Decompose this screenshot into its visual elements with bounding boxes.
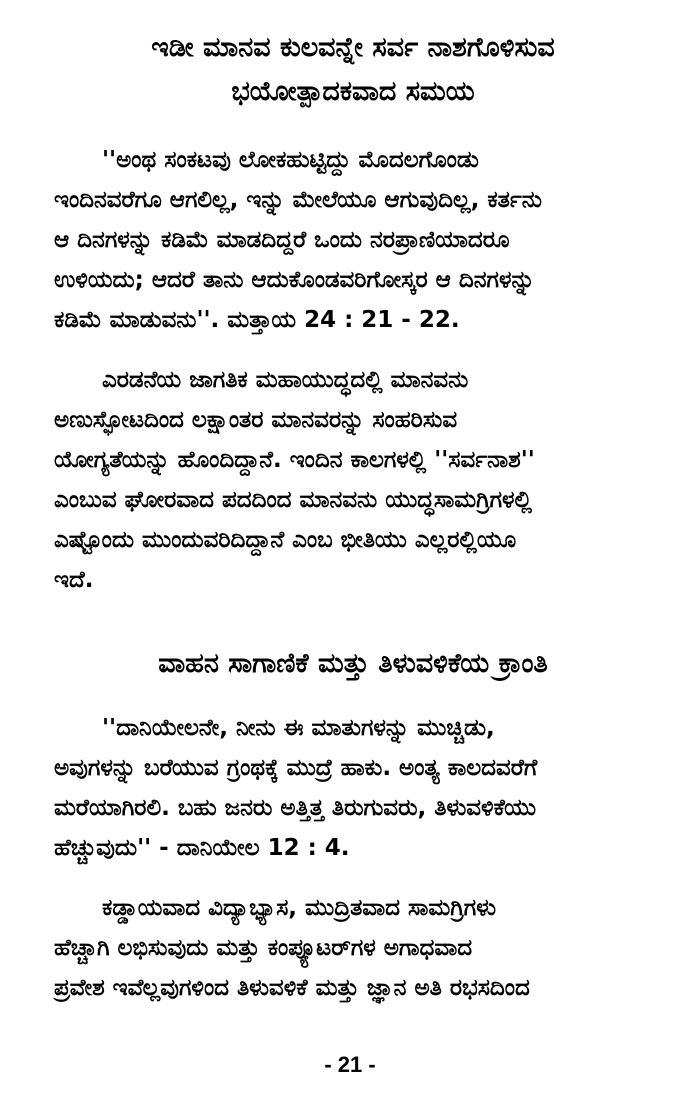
heading-line: ವಾಹನ ಸಾಗಾಣಿಕೆ ಮತ್ತು ತಿಳುವಳಿಕೆಯ ಕ್ರಾಂತಿ [158, 648, 548, 679]
text-line: ''ಅಂಥ ಸಂಕಟವು ಲೋಕಹುಟ್ಟಿದ್ದು ಮೊದಲಗೊಂಡು [102, 147, 479, 173]
page-number: - 21 - [324, 1052, 376, 1077]
text-line: ಮರೆಯಾಗಿರಲಿ. ಬಹು ಜನರು ಅತ್ತಿತ್ತ ತಿರುಗುವರು, ತಿಳುವಳಿಕೆಯು [54, 795, 537, 821]
text-line: ಅವುಗಳನ್ನು ಬರೆಯುವ ಗ್ರಂಥಕ್ಕೆ ಮುದ್ರೆ ಹಾಕು. ಅಂತ್ಯ ಕಾಲದವರೆಗೆ [54, 755, 538, 781]
section-heading-transport [54, 642, 652, 686]
heading-line: ಇಡೀ ಮಾನವ ಕುಲವನ್ನೇ ಸರ್ವ ನಾಶಗೊಳಿಸುವ [151, 32, 555, 63]
text-line: ಉಳಿಯದು; ಆದರೆ ತಾನು ಆದುಕೊಂಡವರಿಗೋಸ್ಕರ ಆ ದಿನಗಳನ್ನು [54, 267, 535, 293]
text-line: ಎಂಬುವ ಘೋರವಾದ ಪದದಿಂದ ಮಾನವನು ಯುದ್ಧಸಾಮಗ್ರಿಗಳಲ್ಲಿ [54, 487, 532, 513]
body-paragraph-war [54, 360, 652, 600]
text-line: ಕಡಿಮೆ ಮಾಡುವನು''. ಮತ್ತಾಯ 24 : 21 - 22. [54, 307, 460, 333]
text-line: ಆ ದಿನಗಳನ್ನು ಕಡಿಮೆ ಮಾಡದಿದ್ದರೆ ಒಂದು ನರಪ್ರಾಣಿಯಾದರೂ [54, 227, 510, 253]
text-line: ಎರಡನೆಯ ಜಾಗತಿಕ ಮಹಾಯುದ್ಧದಲ್ಲಿ ಮಾನವನು [102, 367, 469, 393]
text-line: ಪ್ರವೇಶ ಇವೆಲ್ಲವುಗಳಿಂದ ತಿಳುವಳಿಕೆ ಮತ್ತು ಜ್ಞಾನ ಅತಿ ರಭಸದಿಂದ [54, 975, 530, 1001]
text-line: ಹೆಚ್ಚುವುದು'' - ದಾನಿಯೇಲ 12 : 4. [54, 835, 350, 861]
text-line: ಅಣುಸ್ಫೋಟದಿಂದ ಲಕ್ಷಾಂತರ ಮಾನವರನ್ನು ಸಂಹರಿಸುವ [54, 407, 458, 433]
body-paragraph-knowledge [54, 888, 652, 1008]
heading-line: ಭಯೋತ್ಪಾದಕವಾದ ಸಮಯ [231, 76, 475, 107]
scripture-quote-daniel [54, 708, 652, 868]
text-line: ಕಡ್ಡಾಯವಾದ ವಿದ್ಯಾಭ್ಯಾಸ, ಮುದ್ರಿತವಾದ ಸಾಮಗ್ರಿಗಳು [102, 895, 497, 921]
text-line: ಯೋಗ್ಯತೆಯನ್ನು ಹೊಂದಿದ್ದಾನೆ. ಇಂದಿನ ಕಾಲಗಳಲ್ಲಿ ''ಸರ್ವನಾಶ'' [54, 447, 535, 473]
text-line: ಇದೆ. [54, 567, 94, 593]
section-heading-apocalypse [54, 26, 652, 114]
text-line: ಎಷ್ಟೊಂದು ಮುಂದುವರಿದಿದ್ದಾನೆ ಎಂಬ ಭೀತಿಯು ಎಲ್ಲರಲ್ಲಿಯೂ [54, 527, 517, 553]
text-line: ಹೆಚ್ಚಾಗಿ ಲಭಿಸುವುದು ಮತ್ತು ಕಂಪ್ಯೂಟರ್‌ಗಳ ಅಗಾಧವಾದ [54, 935, 473, 961]
scripture-quote-matthew [54, 140, 652, 340]
text-line: ''ದಾನಿಯೇಲನೇ, ನೀನು ಈ ಮಾತುಗಳನ್ನು ಮುಚ್ಚಿಡು, [102, 715, 495, 741]
text-line: ಇಂದಿನವರೆಗೂ ಆಗಲಿಲ್ಲ, ಇನ್ನು ಮೇಲೆಯೂ ಆಗುವುದಿಲ್ಲ, ಕರ್ತನು [54, 187, 542, 213]
